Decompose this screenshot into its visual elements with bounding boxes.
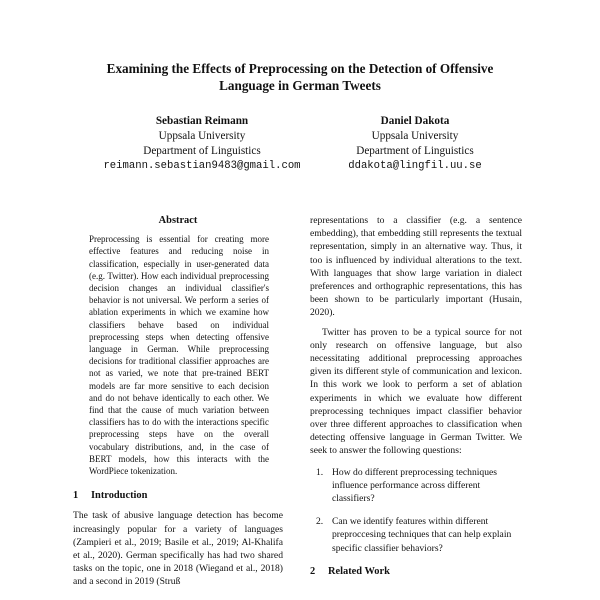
- abstract-text: Preprocessing is essential for creating more effective features and reducing noise in classification, especially in user-generated data (e.g. Twitter). How each individual preprocessing decision changes an individual classifier's behavior is not universal. We perform a series of ablation experiments in which we examine how classifiers behave based on individual preprocessing steps when detecting offensive language in German. While preprocessing decisions for traditional classifier approaches are not as varied, we note that pre-trained BERT models are far more sensitive to each decision and do not behave identically to each other. We find that the cause of much variation between classifiers has to do with the interactions specific preprocessing steps have on the overall vocabulary distributions, and, in the case of BERT models, how this interacts with the WordPiece tokenization.: [89, 234, 269, 477]
- author-email: ddakota@lingfil.uu.se: [348, 160, 482, 172]
- author-block-1: [86, 114, 318, 174]
- section-heading-related-work: [310, 565, 522, 578]
- section-heading-introduction: [73, 489, 283, 502]
- section-number: 1: [73, 490, 79, 502]
- list-item: [310, 515, 522, 555]
- research-questions-list: [310, 466, 522, 555]
- list-item-number: 1.: [316, 466, 324, 478]
- paper-title-line-1: Examining the Effects of Preprocessing on the Detection of Offensive: [106, 61, 494, 76]
- body-paragraph-1: representations to a classifier (e.g. a sentence embedding), that embedding still represents the textual representation, simply in an alternative way. Thus, it too is influenced by individual alterations to the text. With languages that show large variation in dialect preferences and orthographic representations, this has been shown to be particularly important (Husain, 2020).: [310, 215, 522, 319]
- paper-title: [60, 60, 540, 94]
- author-department: Department of Linguistics: [143, 145, 261, 157]
- left-column: [73, 214, 283, 589]
- section-title: Introduction: [91, 490, 148, 502]
- author-block-2: [320, 114, 510, 174]
- list-item-text: How do different preprocessing techniques influence performance across different classifiers?: [332, 466, 498, 505]
- list-item: [310, 466, 522, 506]
- introduction-paragraph: The task of abusive language detection has become increasingly popular for a variety of languages (Zampieri et al., 2019; Basile et al., 2019; Al-Khalifa et al., 2020). German specifically has had two shared tasks on the topic, one in 2018 (Wiegand et al., 2018) and a second in 2019 (Struß: [73, 510, 283, 588]
- author-affiliation: Uppsala University: [158, 130, 246, 142]
- author-department: Department of Linguistics: [356, 145, 474, 157]
- list-item-number: 2.: [316, 516, 324, 528]
- paper-title-line-2: Language in German Tweets: [219, 78, 381, 93]
- right-column: [310, 214, 522, 578]
- body-paragraph-2: Twitter has proven to be a typical source for not only research on offensive language, but also necessitating additional preprocessing approaches given its different style of communication and lexicon. In this work we look to perform a set of ablation experiments in which we evaluate how different preprocessing techniques impact classifier behavior over three different approaches to classification when detecting offensive language in German Twitter. We seek to answer the following questions:: [310, 326, 522, 457]
- author-affiliation: Uppsala University: [371, 130, 459, 142]
- section-number: 2: [310, 565, 316, 577]
- section-title: Related Work: [328, 565, 390, 577]
- author-name: Daniel Dakota: [380, 115, 450, 127]
- abstract-heading: Abstract: [158, 215, 198, 226]
- author-name: Sebastian Reimann: [155, 115, 249, 127]
- list-item-text: Can we identify features within different preproccesing techniques that can help explain specific classifier behaviors?: [332, 516, 512, 554]
- author-email: reimann.sebastian9483@gmail.com: [103, 160, 301, 172]
